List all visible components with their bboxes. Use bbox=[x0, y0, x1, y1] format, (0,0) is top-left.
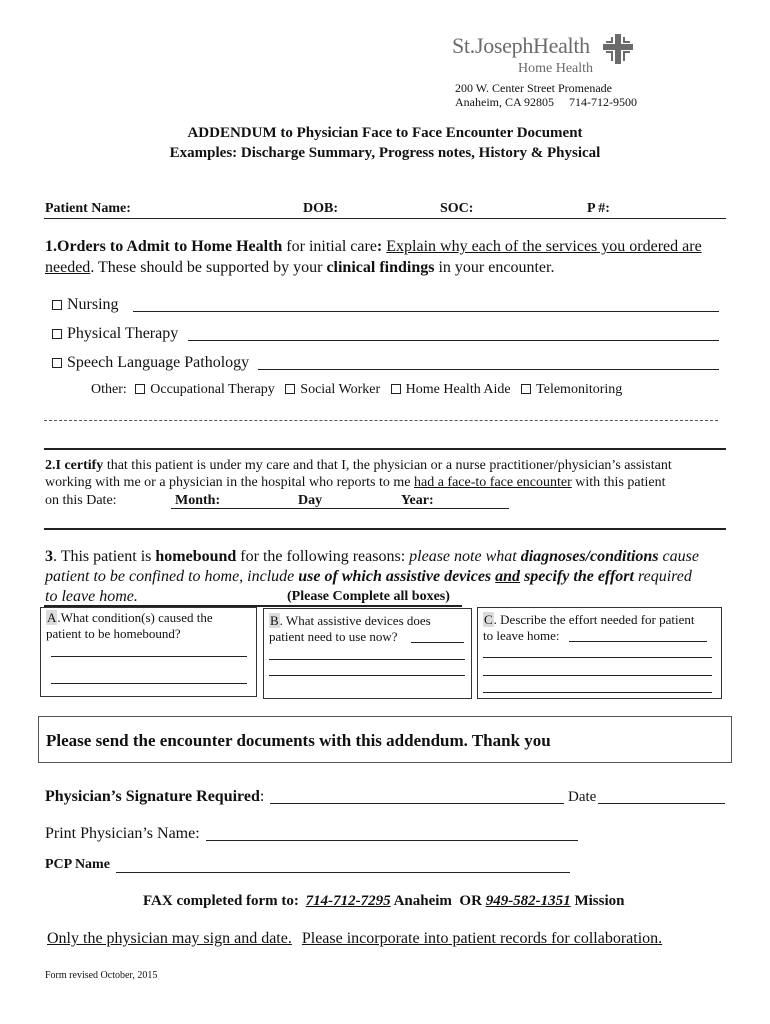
home-health-aide-label: Home Health Aide bbox=[405, 382, 511, 397]
section3-text-a: . This patient is bbox=[53, 548, 156, 565]
form-title: ADDENDUM to Physician Face to Face Encounter Document bbox=[187, 125, 583, 141]
social-worker-label: Social Worker bbox=[300, 382, 381, 397]
section1-text-b: . These should be supported by your bbox=[90, 259, 327, 276]
box-a-field-2[interactable] bbox=[51, 683, 247, 684]
section2-bottom-rule bbox=[44, 528, 726, 530]
address-line-1: 200 W. Center Street Promenade bbox=[455, 81, 612, 95]
box-a-field-1[interactable] bbox=[51, 656, 247, 657]
other-services bbox=[91, 382, 622, 398]
service-nursing[interactable] bbox=[52, 296, 119, 314]
box-c-letter: C bbox=[484, 612, 493, 627]
section1-title: Orders to Admit to Home Health bbox=[57, 238, 283, 255]
section2-number: 2. bbox=[45, 458, 56, 473]
logo-wordmark: St.JosephHealth bbox=[452, 33, 590, 58]
p-number-label: P #: bbox=[587, 201, 610, 216]
box-c-field-1[interactable] bbox=[483, 657, 712, 658]
footer-note-part-2: Please incorporate into patient records for collaboration. bbox=[301, 930, 663, 947]
signature-date-line[interactable] bbox=[598, 803, 725, 804]
section1-number: 1. bbox=[45, 238, 57, 255]
box-a bbox=[40, 607, 257, 697]
section2-date-label: on this Date: bbox=[45, 493, 117, 508]
telemonitoring-checkbox[interactable] bbox=[521, 384, 531, 394]
section3-italic-d: required bbox=[633, 568, 692, 585]
fax-location-mission: Mission bbox=[570, 893, 625, 909]
box-b-field-2[interactable] bbox=[269, 675, 465, 676]
section2-text-a: that this patient is under my care and that I, the physician or a nurse practitioner/physician’s assistant bbox=[103, 458, 672, 473]
section1-heading bbox=[45, 238, 702, 256]
section3-italic-c: patient to be confined to home, include bbox=[45, 568, 299, 585]
speech-checkbox[interactable] bbox=[52, 358, 62, 368]
box-b bbox=[263, 608, 472, 699]
section3-text-b: for the following reasons: bbox=[236, 548, 410, 565]
fax-line bbox=[143, 893, 624, 910]
section1-clinical-findings: clinical findings bbox=[326, 259, 435, 276]
box-b-line-1 bbox=[269, 613, 431, 629]
box-a-text-2: patient to be homebound? bbox=[46, 626, 181, 641]
other-line-1[interactable] bbox=[44, 420, 718, 421]
box-c-text-2: to leave home: bbox=[483, 628, 560, 643]
box-a-text-1: .What condition(s) caused the bbox=[57, 610, 213, 625]
nursing-line[interactable] bbox=[133, 311, 719, 312]
section3-italic-b: cause bbox=[658, 548, 699, 565]
section2-text-b: working with me or a physician in the hospital who reports to me bbox=[45, 475, 414, 490]
section1-underline-b: needed bbox=[45, 259, 91, 276]
section1-underline-a: Explain why each of the services you ordered are bbox=[386, 238, 702, 255]
box-b-letter: B bbox=[270, 613, 279, 628]
box-b-text-1: . What assistive devices does bbox=[279, 613, 431, 628]
section3-and: and bbox=[495, 568, 521, 585]
print-name-label: Print Physician’s Name: bbox=[45, 825, 200, 842]
section3-italic-a: please note what bbox=[409, 548, 521, 565]
physical-therapy-checkbox[interactable] bbox=[52, 329, 62, 339]
physical-therapy-line[interactable] bbox=[188, 340, 719, 341]
pcp-name-line[interactable] bbox=[116, 872, 570, 873]
nursing-label: Nursing bbox=[67, 296, 119, 313]
box-b-field-1[interactable] bbox=[269, 659, 465, 660]
box-c-field-2[interactable] bbox=[483, 675, 712, 676]
section2-face-to-face: had a face-to face encounter bbox=[414, 475, 572, 490]
complete-all-boxes: (Please Complete all boxes) bbox=[287, 589, 450, 604]
occupational-therapy-checkbox[interactable] bbox=[135, 384, 145, 394]
section3-number: 3 bbox=[45, 548, 53, 565]
section3-line-2 bbox=[45, 568, 692, 586]
box-b-text-2: patient need to use now? bbox=[269, 629, 398, 644]
section3-assistive: use of which assistive devices bbox=[298, 568, 492, 585]
section2-text-c: with this patient bbox=[571, 475, 666, 490]
address-line-2: Anaheim, CA 92805 714-712-9500 bbox=[455, 95, 637, 109]
service-physical-therapy[interactable] bbox=[52, 325, 178, 343]
date-label: Date bbox=[568, 789, 597, 805]
section1-text-c: in your encounter. bbox=[434, 259, 555, 276]
occupational-therapy-label: Occupational Therapy bbox=[150, 382, 275, 397]
other-label: Other: bbox=[91, 382, 127, 397]
box-c-field-3[interactable] bbox=[483, 692, 712, 693]
signature-line[interactable] bbox=[270, 803, 564, 804]
soc-label: SOC: bbox=[440, 201, 474, 216]
telemonitoring-label: Telemonitoring bbox=[536, 382, 623, 397]
nursing-checkbox[interactable] bbox=[52, 300, 62, 310]
pcp-name-label: PCP Name bbox=[45, 857, 110, 872]
form-subtitle: Examples: Discharge Summary, Progress notes, History & Physical bbox=[169, 145, 601, 161]
fax-label: FAX completed form to: bbox=[143, 893, 299, 909]
form-revision: Form revised October, 2015 bbox=[45, 970, 158, 981]
month-label: Month: bbox=[175, 493, 221, 508]
section1-line-2 bbox=[45, 259, 554, 277]
section2-line-2 bbox=[45, 475, 666, 491]
footer-note-part-1: Only the physician may sign and date. bbox=[47, 930, 292, 947]
section1-text-a: for initial care bbox=[282, 238, 377, 255]
box-c-text-1: . Describe the effort needed for patient bbox=[493, 612, 695, 627]
footer-note bbox=[47, 930, 662, 948]
cross-icon bbox=[602, 33, 634, 65]
box-c-inline-field[interactable] bbox=[569, 641, 707, 642]
patient-name-label: Patient Name: bbox=[45, 201, 131, 216]
box-a-line-1 bbox=[46, 610, 213, 626]
dob-label: DOB: bbox=[303, 201, 338, 216]
section3-effort: specify the effort bbox=[524, 568, 634, 585]
fax-location-anaheim: Anaheim OR bbox=[390, 893, 486, 909]
physical-therapy-label: Physical Therapy bbox=[67, 325, 179, 342]
home-health-aide-checkbox[interactable] bbox=[391, 384, 401, 394]
section1-colon: : bbox=[376, 238, 383, 255]
notice-box bbox=[38, 716, 732, 763]
speech-label: Speech Language Pathology bbox=[67, 354, 250, 371]
box-b-inline-field[interactable] bbox=[411, 642, 464, 643]
patient-row-line[interactable] bbox=[44, 218, 726, 219]
box-a-letter: A bbox=[47, 610, 57, 625]
print-name-line[interactable] bbox=[206, 840, 578, 841]
speech-line[interactable] bbox=[258, 369, 719, 370]
section3-homebound: homebound bbox=[155, 548, 237, 565]
box-c bbox=[477, 607, 722, 699]
signature-colon: : bbox=[259, 788, 265, 805]
year-label: Year: bbox=[401, 493, 434, 508]
box-c-line-1 bbox=[483, 612, 694, 628]
fax-number-anaheim[interactable]: 714-712-7295 bbox=[305, 893, 391, 909]
section3-line-1 bbox=[45, 548, 699, 566]
service-speech[interactable] bbox=[52, 354, 249, 372]
notice-text: Please send the encounter documents with this addendum. Thank you bbox=[46, 731, 551, 750]
section3-diagnoses: diagnoses/conditions bbox=[520, 548, 659, 565]
social-worker-checkbox[interactable] bbox=[285, 384, 295, 394]
logo-subtitle: Home Health bbox=[518, 61, 594, 76]
signature-label bbox=[45, 788, 264, 806]
section2-line-1 bbox=[45, 458, 672, 474]
section3-line-3: to leave home. bbox=[45, 588, 138, 605]
signature-label-text: Physician’s Signature Required bbox=[45, 788, 260, 805]
date-line[interactable] bbox=[171, 508, 509, 509]
fax-number-mission[interactable]: 949-582-1351 bbox=[485, 893, 571, 909]
other-line-2[interactable] bbox=[44, 448, 726, 450]
day-label: Day bbox=[298, 493, 323, 508]
section2-certify: I certify bbox=[55, 458, 104, 473]
